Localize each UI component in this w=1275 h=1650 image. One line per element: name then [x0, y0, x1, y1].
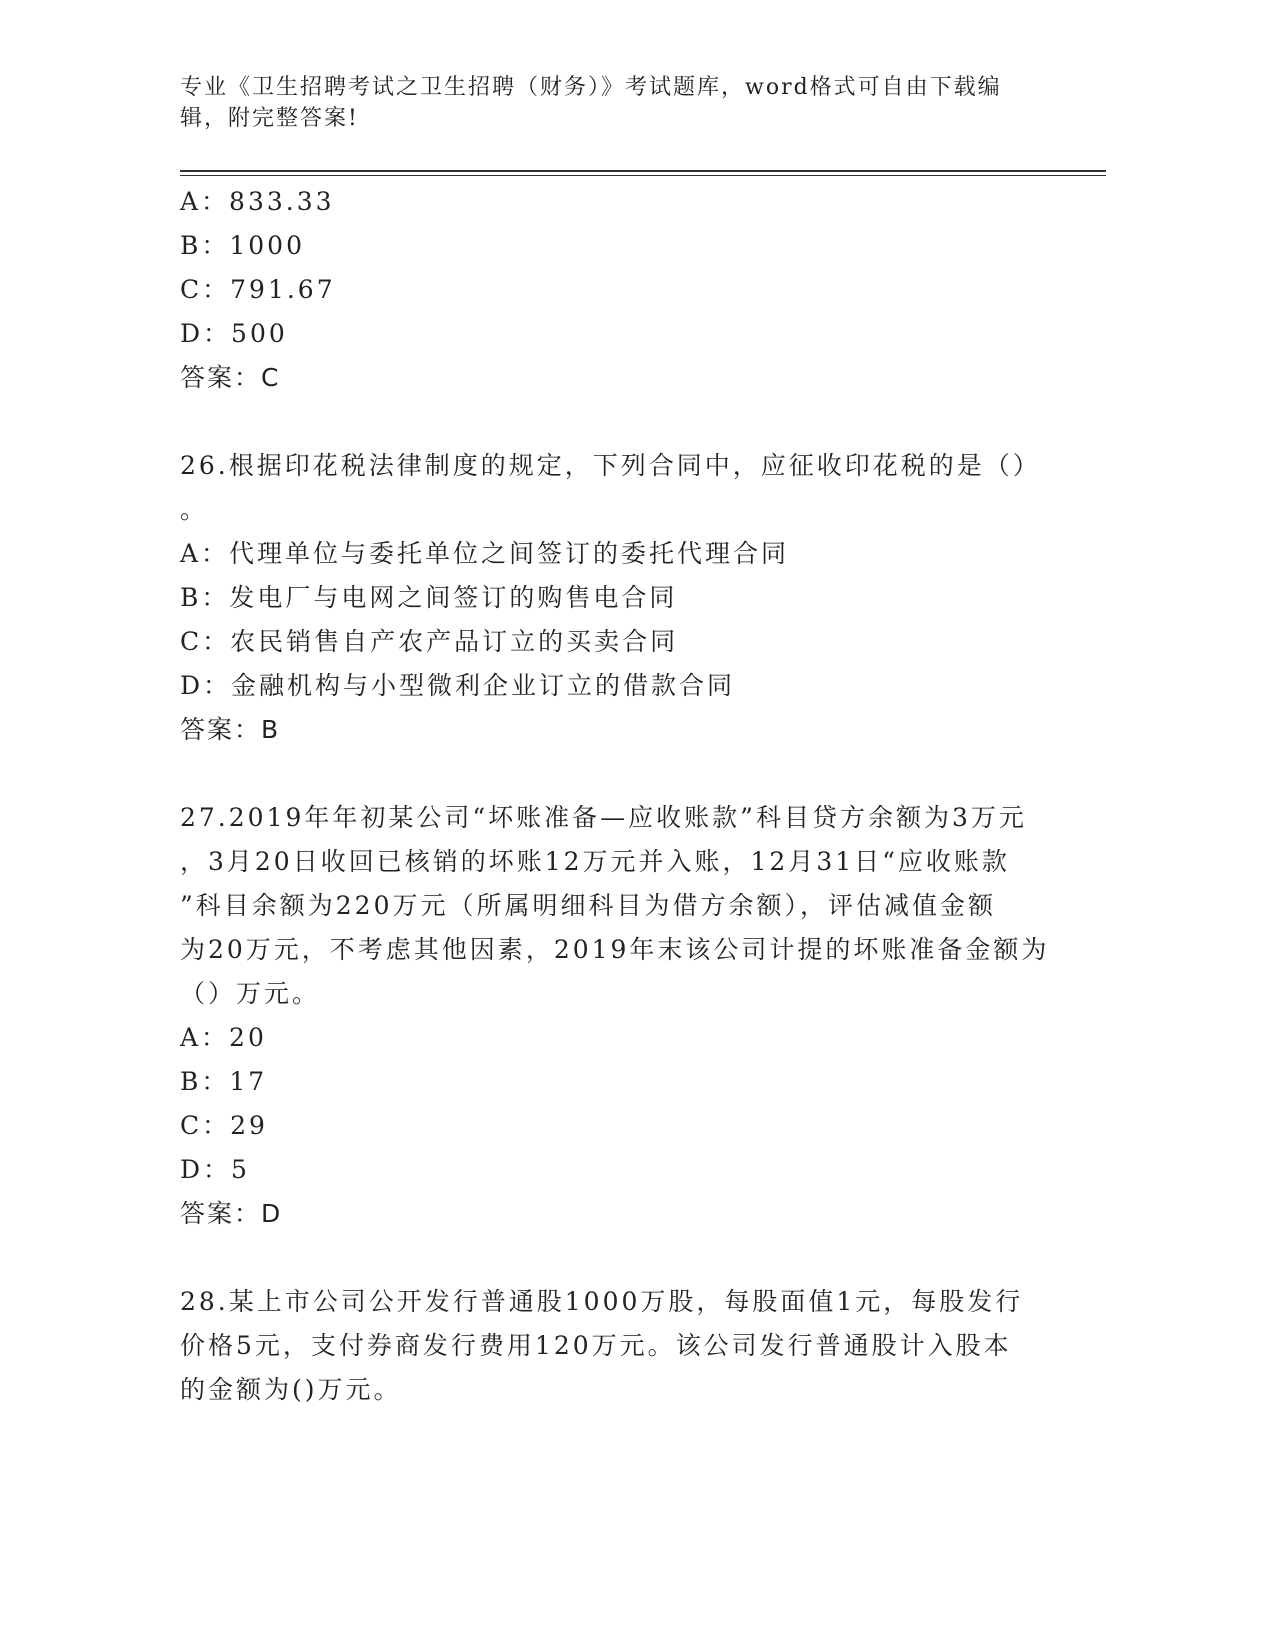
- answer-line: 答案：D: [180, 1199, 283, 1228]
- option-d: D：金融机构与小型微利企业订立的借款合同: [180, 671, 736, 700]
- question-stem-line: ”科目余额为220万元（所属明细科目为借方余额），评估减值金额: [180, 891, 997, 920]
- header-divider-thick: [180, 170, 1106, 172]
- answer-line: 答案：B: [180, 715, 281, 744]
- option-a: A：20: [180, 1023, 267, 1052]
- option-b: B：1000: [180, 231, 305, 260]
- question-stem-line: 价格5元，支付券商发行费用120万元。该公司发行普通股计入股本: [180, 1331, 1012, 1360]
- spacer: [180, 1236, 1060, 1280]
- spacer: [180, 400, 1060, 444]
- question-25: [180, 180, 1060, 400]
- spacer: [180, 752, 1060, 796]
- option-d: D：500: [180, 319, 288, 348]
- question-28: [180, 1280, 1060, 1412]
- question-content: [180, 180, 1060, 1412]
- option-b: B：17: [180, 1067, 268, 1096]
- option-a: A：833.33: [180, 187, 335, 216]
- question-26: [180, 444, 1060, 752]
- question-stem-line: 26.根据印花税法律制度的规定，下列合同中，应征收印花税的是（）: [180, 451, 1041, 480]
- option-c: C：791.67: [180, 275, 336, 304]
- option-c: C：29: [180, 1111, 268, 1140]
- option-a: A：代理单位与委托单位之间签订的委托代理合同: [180, 539, 790, 568]
- option-d: D：5: [180, 1155, 250, 1184]
- question-stem-line: 为20万元，不考虑其他因素，2019年末该公司计提的坏账准备金额为: [180, 935, 1050, 964]
- question-stem-line: 。: [180, 495, 209, 524]
- answer-line: 答案：C: [180, 363, 281, 392]
- question-stem-line: 28.某上市公司公开发行普通股1000万股，每股面值1元，每股发行: [180, 1287, 1024, 1316]
- document-header: [180, 72, 1030, 134]
- option-b: B：发电厂与电网之间签订的购售电合同: [180, 583, 678, 612]
- question-stem-line: 的金额为()万元。: [180, 1375, 402, 1404]
- question-27: [180, 796, 1060, 1236]
- option-c: C：农民销售自产农产品订立的买卖合同: [180, 627, 679, 656]
- question-stem-line: 27.2019年年初某公司“坏账准备—应收账款”科目贷方余额为3万元: [180, 803, 1027, 832]
- question-stem-line: ，3月20日收回已核销的坏账12万元并入账，12月31日“应收账款: [180, 847, 1010, 876]
- question-stem-line: （）万元。: [180, 979, 321, 1008]
- header-text: 专业《卫生招聘考试之卫生招聘（财务）》考试题库，word格式可自由下载编辑，附完整答案!: [180, 75, 1002, 131]
- header-divider-thin: [180, 175, 1106, 176]
